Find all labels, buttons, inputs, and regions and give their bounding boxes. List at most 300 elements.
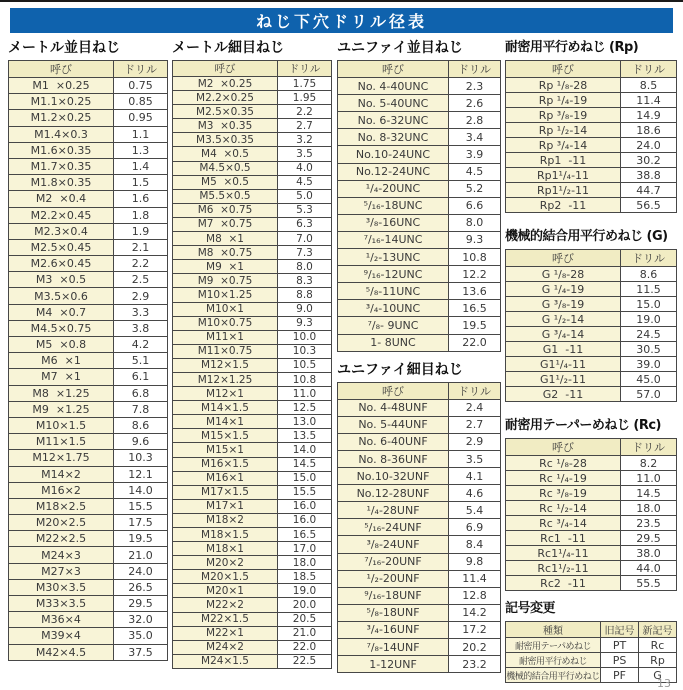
value-cell: 11.0 — [278, 387, 332, 401]
table-row — [338, 519, 501, 536]
value-cell: 6.3 — [278, 217, 332, 231]
table-row — [9, 596, 168, 612]
table-row — [173, 485, 332, 499]
thread-size-cell: M9 ×1.25 — [9, 401, 114, 417]
thread-size-cell: M17×1 — [173, 499, 278, 513]
column-header: 呼び — [506, 61, 621, 78]
table-row — [9, 126, 168, 142]
table-row — [506, 93, 677, 108]
value-cell: 11.4 — [621, 93, 677, 108]
g-table — [505, 249, 677, 402]
thread-size-cell: G ¹/₈-28 — [506, 267, 621, 282]
value-cell: 10.8 — [449, 249, 501, 266]
table-row — [9, 579, 168, 595]
table-row — [338, 587, 501, 604]
value-cell: 4.6 — [449, 485, 501, 502]
table-row — [173, 598, 332, 612]
thread-size-cell: M1.6×0.35 — [9, 142, 114, 158]
value-cell: 5.2 — [449, 180, 501, 197]
thread-size-cell: G1 -11 — [506, 342, 621, 357]
table-row — [9, 628, 168, 644]
thread-size-cell: M10×1.5 — [9, 417, 114, 433]
table-row — [506, 516, 677, 531]
column-header: ドリル — [621, 250, 677, 267]
table-row — [338, 399, 501, 416]
value-cell: G — [639, 668, 677, 683]
table-row — [173, 401, 332, 415]
value-cell: 12.2 — [449, 266, 501, 283]
table-row — [173, 316, 332, 330]
value-cell: 32.0 — [114, 612, 168, 628]
value-cell: 10.3 — [114, 450, 168, 466]
thread-size-cell: M3 ×0.5 — [9, 272, 114, 288]
value-cell: 17.2 — [449, 621, 501, 638]
value-cell: 18.0 — [621, 501, 677, 516]
column-header: ドリル — [449, 61, 501, 78]
header-row — [506, 439, 677, 456]
thread-size-cell: M33×3.5 — [9, 596, 114, 612]
table-row — [506, 471, 677, 486]
table-row — [173, 471, 332, 485]
thread-size-cell: M1.1×0.25 — [9, 94, 114, 110]
thread-size-cell: M1.4×0.3 — [9, 126, 114, 142]
value-cell: 8.0 — [449, 214, 501, 231]
thread-size-cell: Rc1¹/₄-11 — [506, 546, 621, 561]
table-row — [173, 372, 332, 386]
column-header: ドリル — [621, 439, 677, 456]
value-cell: 20.5 — [278, 612, 332, 626]
value-cell: 1.3 — [114, 142, 168, 158]
value-cell: 14.0 — [114, 482, 168, 498]
page-number-partial: 13 — [657, 677, 671, 690]
value-cell: 9.0 — [278, 302, 332, 316]
table-row — [338, 639, 501, 656]
table-row — [338, 163, 501, 180]
value-cell: 19.5 — [449, 317, 501, 334]
thread-size-cell: G2 -11 — [506, 387, 621, 402]
thread-size-cell: M15×1 — [173, 443, 278, 457]
table-row — [173, 175, 332, 189]
value-cell: 3.3 — [114, 304, 168, 320]
value-cell: 3.9 — [449, 146, 501, 163]
value-cell: 44.0 — [621, 561, 677, 576]
thread-size-cell: M20×2 — [173, 556, 278, 570]
value-cell: 22.0 — [449, 334, 501, 351]
thread-size-cell: No.10-32UNF — [338, 468, 449, 485]
value-cell: 7.8 — [114, 401, 168, 417]
thread-size-cell: Rp ¹/₄-19 — [506, 93, 621, 108]
table-row — [9, 272, 168, 288]
thread-size-cell: M11×0.75 — [173, 344, 278, 358]
table-row — [9, 142, 168, 158]
metric-coarse-table — [8, 60, 168, 661]
table-row — [173, 77, 332, 91]
thread-size-cell: M22×1.5 — [173, 612, 278, 626]
table-row — [173, 274, 332, 288]
thread-size-cell: M3.5×0.35 — [173, 133, 278, 147]
value-cell: 2.1 — [114, 239, 168, 255]
header-row — [338, 382, 501, 399]
value-cell: 8.3 — [278, 274, 332, 288]
table-row — [173, 387, 332, 401]
table-row — [338, 300, 501, 317]
thread-size-cell: ⁵/₈-18UNF — [338, 604, 449, 621]
thread-size-cell: M6 ×1 — [9, 353, 114, 369]
value-cell: 56.5 — [621, 198, 677, 213]
thread-size-cell: G1¹/₄-11 — [506, 357, 621, 372]
value-cell: 18.0 — [278, 556, 332, 570]
thread-size-cell: ¹/₂-20UNF — [338, 570, 449, 587]
thread-size-cell: Rc ¹/₄-19 — [506, 471, 621, 486]
table-row — [506, 153, 677, 168]
thread-size-cell: M20×2.5 — [9, 515, 114, 531]
table-row — [506, 78, 677, 93]
table-row — [506, 282, 677, 297]
table-row — [506, 183, 677, 198]
table-row — [506, 312, 677, 327]
thread-size-cell: M36×4 — [9, 612, 114, 628]
value-cell: 21.0 — [278, 626, 332, 640]
thread-size-cell: G ³/₄-14 — [506, 327, 621, 342]
section-title-rc: 耐密用テーパーめねじ (Rc) — [505, 418, 661, 433]
table-row — [9, 239, 168, 255]
thread-size-cell: M6 ×0.75 — [173, 203, 278, 217]
thread-size-cell: 耐密用テーパめねじ — [506, 638, 601, 653]
thread-size-cell: ¹/₄-28UNF — [338, 502, 449, 519]
value-cell: 11.0 — [621, 471, 677, 486]
thread-size-cell: Rc ³/₈-19 — [506, 486, 621, 501]
thread-size-cell: M17×1.5 — [173, 485, 278, 499]
value-cell: 23.5 — [621, 516, 677, 531]
table-row — [9, 466, 168, 482]
table-row — [506, 653, 677, 668]
table-row — [9, 385, 168, 401]
table-row — [9, 531, 168, 547]
value-cell: 3.5 — [449, 450, 501, 467]
table-row — [173, 457, 332, 471]
table-row — [506, 576, 677, 591]
thread-size-cell: M2 ×0.4 — [9, 191, 114, 207]
table-row — [9, 223, 168, 239]
value-cell: 20.0 — [278, 598, 332, 612]
column-header: ドリル — [449, 382, 501, 399]
value-cell: 3.8 — [114, 320, 168, 336]
thread-size-cell: M14×2 — [9, 466, 114, 482]
table-row — [9, 158, 168, 174]
table-row — [506, 327, 677, 342]
value-cell: 5.0 — [278, 189, 332, 203]
table-row — [338, 197, 501, 214]
value-cell: 1.8 — [114, 207, 168, 223]
table-row — [9, 547, 168, 563]
table-row — [173, 302, 332, 316]
thread-size-cell: ¹/₂-13UNC — [338, 249, 449, 266]
value-cell: 18.5 — [278, 570, 332, 584]
value-cell: 15.0 — [621, 297, 677, 312]
table-row — [173, 542, 332, 556]
table-row — [173, 133, 332, 147]
value-cell: 16.0 — [278, 499, 332, 513]
value-cell: 18.6 — [621, 123, 677, 138]
table-row — [173, 499, 332, 513]
value-cell: PS — [601, 653, 639, 668]
rp-table — [505, 60, 677, 213]
table-row — [9, 256, 168, 272]
table-row — [506, 501, 677, 516]
value-cell: 8.2 — [621, 456, 677, 471]
table-row — [506, 198, 677, 213]
thread-size-cell: G ¹/₄-19 — [506, 282, 621, 297]
column-header: 呼び — [9, 61, 114, 78]
value-cell: 14.2 — [449, 604, 501, 621]
value-cell: 1.6 — [114, 191, 168, 207]
table-row — [9, 434, 168, 450]
header-row — [506, 622, 677, 638]
value-cell: 22.0 — [278, 640, 332, 654]
table-row — [173, 119, 332, 133]
table-row — [338, 129, 501, 146]
thread-size-cell: G1¹/₂-11 — [506, 372, 621, 387]
column-metric-fine — [172, 40, 332, 669]
value-cell: 12.8 — [449, 587, 501, 604]
thread-size-cell: M2.2×0.25 — [173, 91, 278, 105]
thread-size-cell: M18×1 — [173, 542, 278, 556]
value-cell: 4.0 — [278, 161, 332, 175]
table-row — [506, 561, 677, 576]
table-row — [9, 94, 168, 110]
value-cell: 2.5 — [114, 272, 168, 288]
value-cell: 10.8 — [278, 372, 332, 386]
value-cell: 26.5 — [114, 579, 168, 595]
table-row — [173, 415, 332, 429]
section-title-metric-coarse: メートル並目ねじ — [8, 40, 120, 56]
value-cell: 35.0 — [114, 628, 168, 644]
thread-size-cell: No. 8-36UNF — [338, 450, 449, 467]
table-row — [338, 231, 501, 248]
value-cell: 1.5 — [114, 175, 168, 191]
thread-size-cell: No. 4-40UNC — [338, 78, 449, 95]
thread-size-cell: M5 ×0.8 — [9, 337, 114, 353]
table-row — [506, 138, 677, 153]
thread-size-cell: M1 ×0.25 — [9, 78, 114, 94]
column-header: 呼び — [506, 439, 621, 456]
thread-size-cell: M24×1.5 — [173, 654, 278, 668]
value-cell: 17.5 — [114, 515, 168, 531]
value-cell: 29.5 — [114, 596, 168, 612]
value-cell: PT — [601, 638, 639, 653]
table-row — [173, 105, 332, 119]
thread-size-cell: ⁷/₈- 9UNC — [338, 317, 449, 334]
thread-size-cell: M5 ×0.5 — [173, 175, 278, 189]
thread-size-cell: M24×2 — [173, 640, 278, 654]
table-row — [9, 498, 168, 514]
thread-size-cell: M8 ×1.25 — [9, 385, 114, 401]
column-header: 新記号 — [639, 622, 677, 638]
table-row — [9, 482, 168, 498]
thread-size-cell: No. 5-40UNC — [338, 95, 449, 112]
thread-size-cell: Rp1¹/₂-11 — [506, 183, 621, 198]
value-cell: 6.6 — [449, 197, 501, 214]
table-row — [338, 433, 501, 450]
value-cell: 2.9 — [114, 288, 168, 304]
value-cell: 45.0 — [621, 372, 677, 387]
thread-size-cell: M5.5×0.5 — [173, 189, 278, 203]
table-row — [9, 563, 168, 579]
table-row — [338, 553, 501, 570]
table-row — [173, 626, 332, 640]
value-cell: 15.0 — [278, 471, 332, 485]
thread-size-cell: M3 ×0.35 — [173, 119, 278, 133]
value-cell: 57.0 — [621, 387, 677, 402]
thread-size-cell: M3.5×0.6 — [9, 288, 114, 304]
unified-coarse-table — [337, 60, 501, 352]
value-cell: 3.5 — [278, 147, 332, 161]
thread-size-cell: ³/₄-10UNC — [338, 300, 449, 317]
value-cell: 8.5 — [621, 78, 677, 93]
value-cell: 24.5 — [621, 327, 677, 342]
value-cell: 21.0 — [114, 547, 168, 563]
value-cell: 4.1 — [449, 468, 501, 485]
thread-size-cell: ⁵/₁₆-24UNF — [338, 519, 449, 536]
column-header: ドリル — [114, 61, 168, 78]
thread-size-cell: M12×1.25 — [173, 372, 278, 386]
value-cell: 9.6 — [114, 434, 168, 450]
column-header: ドリル — [278, 61, 332, 77]
column-header: 呼び — [173, 61, 278, 77]
table-row — [506, 108, 677, 123]
value-cell: 14.0 — [278, 443, 332, 457]
value-cell: 30.5 — [621, 342, 677, 357]
value-cell: 1.4 — [114, 158, 168, 174]
table-row — [9, 304, 168, 320]
table-row — [506, 546, 677, 561]
value-cell: 55.5 — [621, 576, 677, 591]
thread-size-cell: M7 ×1 — [9, 369, 114, 385]
table-row — [9, 644, 168, 660]
value-cell: 8.4 — [449, 536, 501, 553]
table-row — [173, 640, 332, 654]
thread-size-cell: No. 4-48UNF — [338, 399, 449, 416]
thread-size-cell: No. 5-44UNF — [338, 416, 449, 433]
table-row — [173, 344, 332, 358]
value-cell: 22.5 — [278, 654, 332, 668]
value-cell: 9.3 — [278, 316, 332, 330]
thread-size-cell: ³/₄-16UNF — [338, 621, 449, 638]
thread-size-cell: No. 6-40UNF — [338, 433, 449, 450]
value-cell: 5.1 — [114, 353, 168, 369]
value-cell: 0.75 — [114, 78, 168, 94]
value-cell: 19.0 — [621, 312, 677, 327]
value-cell: 38.0 — [621, 546, 677, 561]
value-cell: PF — [601, 668, 639, 683]
value-cell: 15.5 — [114, 498, 168, 514]
thread-size-cell: ⁷/₁₆-20UNF — [338, 553, 449, 570]
thread-size-cell: M11×1.5 — [9, 434, 114, 450]
value-cell: 6.8 — [114, 385, 168, 401]
table-row — [338, 180, 501, 197]
thread-size-cell: No.12-28UNF — [338, 485, 449, 502]
value-cell: 2.9 — [449, 433, 501, 450]
table-row — [173, 513, 332, 527]
table-row — [338, 317, 501, 334]
thread-size-cell: M12×1 — [173, 387, 278, 401]
thread-size-cell: Rc ¹/₈-28 — [506, 456, 621, 471]
thread-size-cell: M1.8×0.35 — [9, 175, 114, 191]
table-row — [9, 417, 168, 433]
thread-size-cell: Rp1 -11 — [506, 153, 621, 168]
thread-size-cell: No. 8-32UNC — [338, 129, 449, 146]
thread-size-cell: M1.7×0.35 — [9, 158, 114, 174]
table-row — [9, 515, 168, 531]
thread-size-cell: M7 ×0.75 — [173, 217, 278, 231]
thread-size-cell: M10×1 — [173, 302, 278, 316]
table-row — [506, 387, 677, 402]
value-cell: 4.5 — [278, 175, 332, 189]
value-cell: 8.6 — [621, 267, 677, 282]
value-cell: Rp — [639, 653, 677, 668]
value-cell: 2.7 — [449, 416, 501, 433]
value-cell: 8.6 — [114, 417, 168, 433]
value-cell: 2.2 — [278, 105, 332, 119]
thread-size-cell: Rc ¹/₂-14 — [506, 501, 621, 516]
thread-size-cell: M12×1.75 — [9, 450, 114, 466]
thread-size-cell: M2 ×0.25 — [173, 77, 278, 91]
table-row — [9, 78, 168, 94]
value-cell: 6.1 — [114, 369, 168, 385]
value-cell: 1.1 — [114, 126, 168, 142]
thread-size-cell: ³/₈-16UNC — [338, 214, 449, 231]
table-row — [338, 604, 501, 621]
thread-size-cell: M18×2.5 — [9, 498, 114, 514]
unified-fine-table — [337, 382, 501, 674]
thread-size-cell: G ³/₈-19 — [506, 297, 621, 312]
table-row — [506, 638, 677, 653]
table-row — [338, 214, 501, 231]
value-cell: 24.0 — [114, 563, 168, 579]
thread-size-cell: M11×1 — [173, 330, 278, 344]
table-row — [338, 450, 501, 467]
value-cell: 8.8 — [278, 288, 332, 302]
thread-size-cell: Rc ³/₄-14 — [506, 516, 621, 531]
thread-size-cell: 耐密用平行めねじ — [506, 653, 601, 668]
metric-fine-table — [172, 60, 332, 669]
table-row — [173, 528, 332, 542]
column-metric-coarse — [8, 40, 168, 661]
value-cell: 11.5 — [621, 282, 677, 297]
table-row — [338, 570, 501, 587]
table-row — [338, 95, 501, 112]
thread-size-cell: M24×3 — [9, 547, 114, 563]
table-row — [506, 668, 677, 683]
thread-size-cell: M2.5×0.45 — [9, 239, 114, 255]
top-border-line — [0, 0, 683, 2]
thread-size-cell: ⁵/₁₆-18UNC — [338, 197, 449, 214]
header-row — [338, 61, 501, 78]
thread-size-cell: M1.2×0.25 — [9, 110, 114, 126]
value-cell: 14.9 — [621, 108, 677, 123]
value-cell: 8.0 — [278, 260, 332, 274]
table-row — [506, 123, 677, 138]
thread-size-cell: M22×2 — [173, 598, 278, 612]
thread-size-cell: Rp ³/₈-19 — [506, 108, 621, 123]
table-row — [338, 656, 501, 673]
value-cell: 10.0 — [278, 330, 332, 344]
column-header: 呼び — [338, 382, 449, 399]
thread-size-cell: M18×1.5 — [173, 528, 278, 542]
thread-size-cell: M20×1.5 — [173, 570, 278, 584]
thread-size-cell: ⁵/₈-11UNC — [338, 283, 449, 300]
table-row — [506, 297, 677, 312]
